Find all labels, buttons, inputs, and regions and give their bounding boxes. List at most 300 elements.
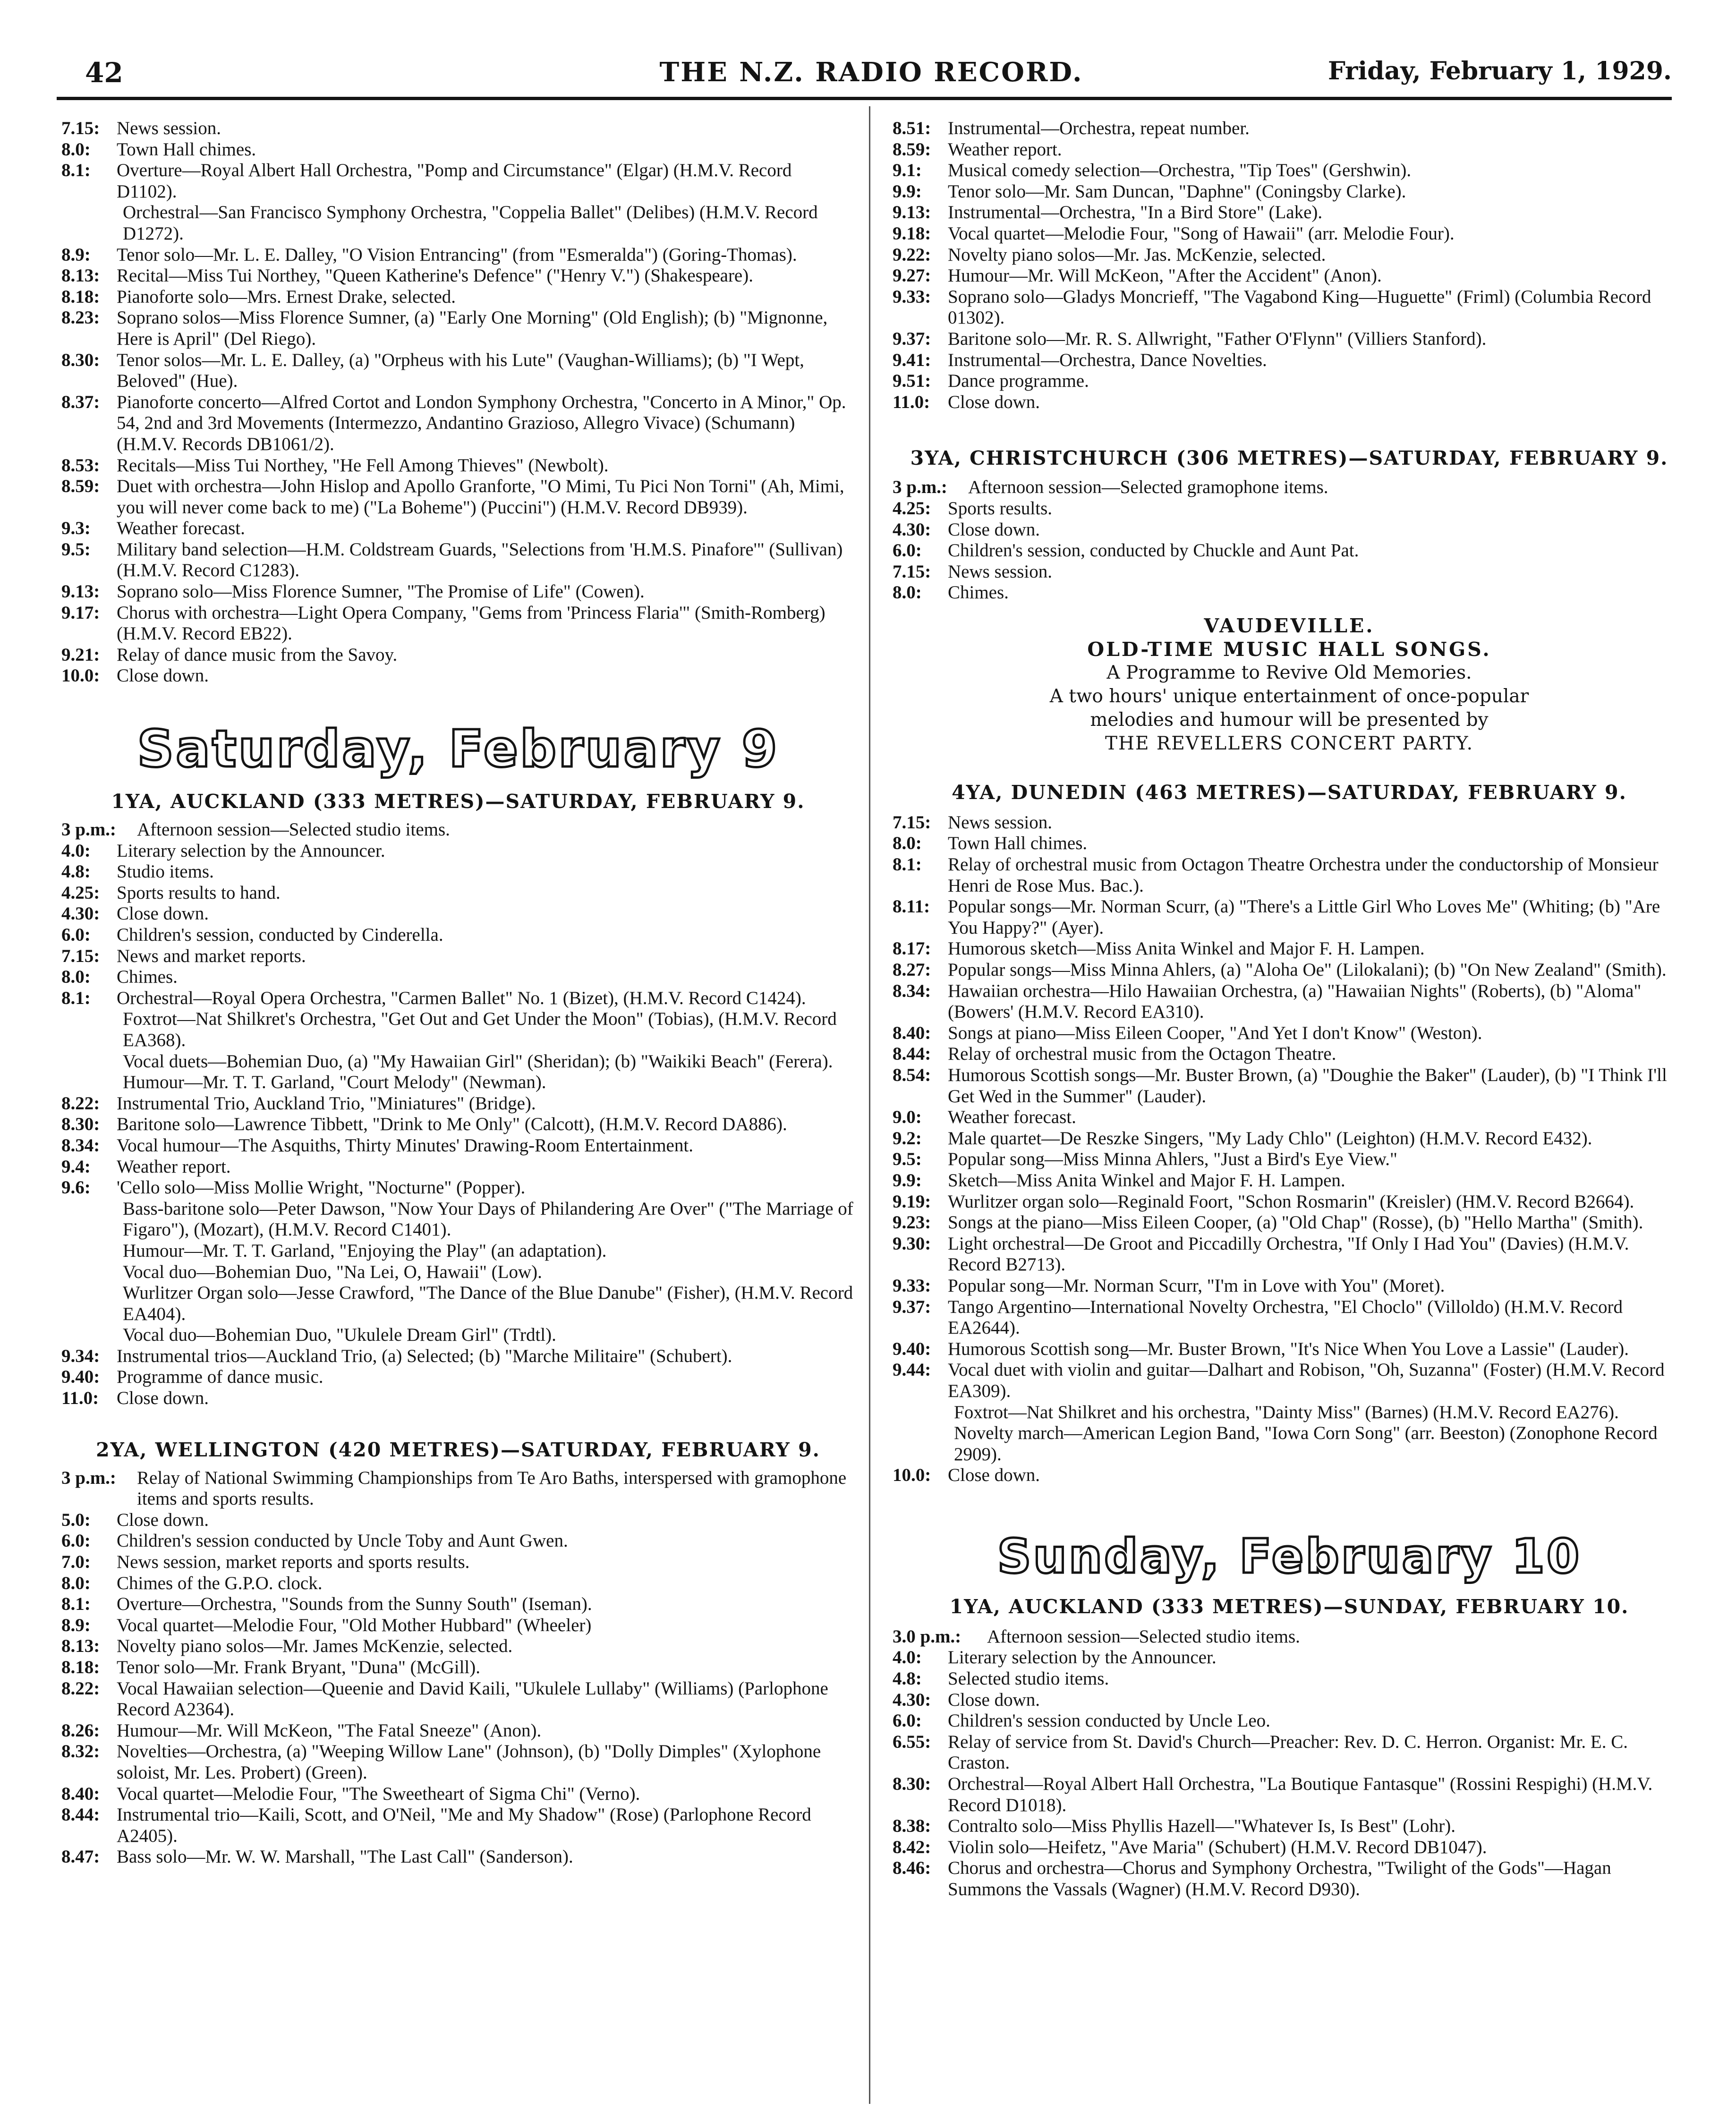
entry-text: Chimes. — [117, 967, 178, 987]
entry-text: Dance programme. — [948, 371, 1089, 391]
entry-time: 3 p.m.: — [893, 477, 947, 498]
entry-text: Relay of orchestral music from the Octagon Theatre. — [948, 1044, 1336, 1064]
entry-text: Town Hall chimes. — [948, 833, 1088, 854]
programme-entry — [893, 139, 1686, 161]
programme-entry — [61, 1157, 855, 1178]
programme-entry — [61, 287, 855, 308]
page-number: 42 — [85, 57, 123, 89]
entry-text: Instrumental—Orchestra, repeat number. — [948, 118, 1250, 138]
dunedin-saturday-heading: 4YA, DUNEDIN (463 METRES)—SATURDAY, FEBRUARY 9. — [952, 781, 1627, 804]
entry-time: 4.25: — [893, 498, 931, 519]
vaudeville-notice — [893, 614, 1686, 756]
programme-entry — [893, 896, 1686, 938]
programme-entry — [61, 841, 855, 862]
entry-time: 4.30: — [893, 519, 931, 540]
programme-entry — [893, 582, 1686, 604]
programme-entry — [61, 1346, 855, 1367]
programme-entry — [893, 160, 1686, 181]
entry-text: Hawaiian orchestra—Hilo Hawaiian Orchestra, (a) "Hawaiian Nights" (Roberts), (b) "Aloma" (Bowers' (H.M.V. Record EA310). — [948, 980, 1642, 1022]
entry-time: 8.9: — [61, 1615, 91, 1635]
previous-programme-continued — [61, 118, 855, 687]
header-rule — [57, 97, 1672, 100]
entry-time: 8.9: — [61, 244, 91, 265]
vaudeville-performers: THE REVELLERS CONCERT PARTY. — [1105, 732, 1474, 754]
entry-time: 9.44: — [893, 1360, 931, 1380]
programme-entry — [61, 1135, 855, 1157]
programme-entry — [893, 1732, 1686, 1774]
entry-text: Male quartet—De Reszke Singers, "My Lady Chlo" (Leighton) (H.M.V. Record E432). — [948, 1128, 1592, 1149]
entry-text: Children's session, conducted by Chuckle and Aunt Pat. — [948, 540, 1359, 561]
programme-subitem: Novelty march—American Legion Band, "Iowa Corn Song" (arr. Beeston) (Zonophone Record 2909). — [954, 1423, 1658, 1464]
entry-time: 6.0: — [893, 1711, 922, 1731]
entry-time: 8.13: — [61, 1636, 100, 1657]
issue-date: Friday, February 1, 1929. — [1328, 57, 1672, 85]
entry-time: 9.37: — [893, 1296, 931, 1317]
entry-time: 9.17: — [61, 602, 100, 623]
programme-entry — [61, 603, 855, 645]
entry-text: Vocal humour—The Asquiths, Thirty Minutes' Drawing-Room Entertainment. — [117, 1135, 693, 1156]
entry-time: 8.13: — [61, 265, 100, 286]
programme-entry — [893, 519, 1686, 541]
entry-time: 8.1: — [893, 854, 922, 875]
programme-entry — [893, 981, 1686, 1023]
entry-text: Close down. — [117, 1509, 209, 1530]
wellington-saturday-programme — [61, 1468, 855, 1868]
entry-time: 8.1: — [61, 987, 91, 1008]
entry-text: News session. — [117, 118, 221, 138]
programme-entry — [893, 1297, 1686, 1339]
vaudeville-line: melodies and humour will be presented by — [1090, 709, 1489, 731]
programme-entry — [61, 265, 855, 287]
entry-text: Close down. — [948, 1465, 1040, 1486]
entry-text: Close down. — [948, 391, 1040, 412]
entry-time: 8.59: — [893, 139, 931, 160]
entry-text: Chimes of the G.P.O. clock. — [117, 1573, 323, 1593]
entry-time: 8.18: — [61, 286, 100, 307]
programme-entry — [893, 1690, 1686, 1711]
programme-entry — [893, 1107, 1686, 1128]
entry-text: Musical comedy selection—Orchestra, "Tip Toes" (Gershwin). — [948, 160, 1412, 181]
left-column — [61, 118, 855, 1868]
programme-subitem: Humour—Mr. T. T. Garland, "Enjoying the Play" (an adaptation). — [123, 1240, 607, 1261]
entry-time: 7.15: — [893, 812, 931, 833]
programme-entry — [893, 287, 1686, 329]
entry-text: Close down. — [117, 1388, 209, 1409]
entry-time: 9.40: — [893, 1338, 931, 1359]
entry-text: Literary selection by the Announcer. — [948, 1647, 1217, 1668]
entry-text: Songs at the piano—Miss Eileen Cooper, (a) "Old Chap" (Rosse), (b) "Hello Martha" (Smith). — [948, 1212, 1643, 1233]
entry-time: 4.30: — [61, 903, 100, 924]
right-column — [893, 118, 1686, 1900]
entry-time: 9.9: — [893, 1170, 922, 1191]
entry-time: 9.51: — [893, 371, 931, 391]
entry-time: 9.3: — [61, 518, 91, 539]
entry-text: Vocal Hawaiian selection—Queenie and David Kaili, "Ukulele Lullaby" (Williams) (Parlophone Record A2364). — [117, 1678, 828, 1720]
entry-time: 8.30: — [893, 1774, 931, 1795]
entry-time: 8.11: — [893, 896, 930, 917]
dunedin-saturday-programme — [893, 812, 1686, 1486]
entry-time: 9.33: — [893, 286, 931, 307]
entry-time: 8.1: — [61, 160, 91, 181]
entry-time: 6.0: — [893, 540, 922, 561]
programme-entry — [893, 812, 1686, 834]
programme-entry — [893, 1858, 1686, 1900]
entry-text: Soprano solo—Gladys Moncrieff, "The Vagabond King—Huguette" (Friml) (Columbia Record 01302). — [948, 286, 1651, 328]
entry-time: 9.19: — [893, 1191, 931, 1212]
entry-text: Town Hall chimes. — [117, 139, 256, 160]
entry-text: Studio items. — [117, 861, 214, 882]
entry-time: 8.0: — [893, 582, 922, 603]
entry-text: Wurlitzer organ solo—Reginald Foort, "Schon Rosmarin" (Kreisler) (HM.V. Record B2664). — [948, 1191, 1634, 1212]
entry-time: 9.13: — [61, 581, 100, 602]
entry-text: Pianoforte solo—Mrs. Ernest Drake, selected. — [117, 286, 456, 307]
entry-time: 8.17: — [893, 938, 931, 959]
entry-time: 9.13: — [893, 202, 931, 223]
entry-text: Children's session conducted by Uncle Leo. — [948, 1711, 1270, 1731]
programme-entry — [893, 854, 1686, 896]
entry-time: 8.18: — [61, 1657, 100, 1677]
auckland-sunday-programme — [893, 1626, 1686, 1900]
programme-entry — [61, 1114, 855, 1135]
programme-entry — [61, 903, 855, 925]
entry-time: 9.2: — [893, 1128, 922, 1149]
entry-time: 8.22: — [61, 1093, 100, 1114]
entry-time: 5.0: — [61, 1509, 91, 1530]
wellington-saturday-continued — [893, 118, 1686, 413]
programme-entry — [61, 1468, 855, 1510]
entry-text: Humorous Scottish songs—Mr. Buster Brown, (a) "Doughie the Baker" (Lauder), (b) "I Think I'll Get Wed in the Summer" (Lauder). — [948, 1065, 1667, 1106]
programme-entry — [61, 925, 855, 946]
programme-entry — [61, 1784, 855, 1805]
programme-entry — [61, 139, 855, 161]
programme-entry — [61, 1615, 855, 1636]
entry-text: Weather forecast. — [117, 518, 245, 539]
programme-entry — [893, 562, 1686, 583]
programme-subitem: Vocal duo—Bohemian Duo, "Na Lei, O, Hawaii" (Low). — [123, 1261, 542, 1282]
programme-entry — [893, 223, 1686, 245]
vaudeville-title: VAUDEVILLE. — [1204, 614, 1375, 637]
entry-text: Humour—Mr. Will McKeon, "The Fatal Sneeze" (Anon). — [117, 1720, 542, 1741]
entry-time: 9.1: — [893, 160, 922, 181]
entry-time: 9.18: — [893, 223, 931, 244]
entry-time: 9.27: — [893, 265, 931, 286]
programme-entry — [61, 1804, 855, 1847]
programme-entry — [61, 1573, 855, 1594]
programme-entry — [893, 1276, 1686, 1297]
programme-entry — [893, 938, 1686, 960]
entry-time: 9.34: — [61, 1345, 100, 1366]
entry-time: 8.30: — [61, 1114, 100, 1135]
programme-entry — [61, 1657, 855, 1678]
entry-text: Tenor solo—Mr. Frank Bryant, "Duna" (McGill). — [117, 1657, 481, 1677]
entry-text: Tango Argentino—International Novelty Orchestra, "El Choclo" (Villoldo) (H.M.V. Record EA2644). — [948, 1296, 1623, 1338]
programme-entry — [61, 581, 855, 603]
programme-entry — [893, 1339, 1686, 1360]
entry-text: Recital—Miss Tui Northey, "Queen Katherine's Defence" ("Henry V.") (Shakespeare). — [117, 265, 753, 286]
entry-text: Afternoon session—Selected studio items. — [987, 1626, 1300, 1647]
entry-text: Duet with orchestra—John Hislop and Apollo Granforte, "O Mimi, Tu Pici Non Torni" (Ah, Mimi, you will never come back to me) ("La Boheme") (Puccini") (H.M.V. Record DB939). — [117, 476, 844, 518]
entry-time: 8.26: — [61, 1720, 100, 1741]
entry-text: Recitals—Miss Tui Northey, "He Fell Among Thieves" (Newbolt). — [117, 455, 609, 476]
entry-time: 8.34: — [893, 980, 931, 1001]
entry-time: 9.9: — [893, 181, 922, 202]
programme-entry — [893, 477, 1686, 498]
entry-text: Programme of dance music. — [117, 1367, 323, 1387]
entry-text: Instrumental—Orchestra, "In a Bird Store" (Lake). — [948, 202, 1323, 223]
entry-time: 9.23: — [893, 1212, 931, 1233]
entry-text: Close down. — [948, 519, 1040, 540]
entry-time: 7.0: — [61, 1552, 91, 1573]
programme-entry — [893, 1191, 1686, 1213]
entry-text: Afternoon session—Selected gramophone items. — [968, 477, 1328, 498]
programme-entry — [61, 967, 855, 988]
programme-entry — [61, 518, 855, 539]
entry-text: Overture—Royal Albert Hall Orchestra, "Pomp and Circumstance" (Elgar) (H.M.V. Record D1102). — [117, 160, 792, 202]
programme-entry — [61, 392, 855, 455]
programme-entry — [893, 265, 1686, 287]
programme-subitem: Wurlitzer Organ solo—Jesse Crawford, "The Dance of the Blue Danube" (Fisher), (H.M.V. Record EA404). — [123, 1283, 853, 1324]
entry-text: Light orchestral—De Groot and Piccadilly Orchestra, "If Only I Had You" (Davies) (H.M.V. Record B2713). — [948, 1233, 1629, 1275]
programme-entry — [61, 645, 855, 666]
entry-text: News and market reports. — [117, 945, 306, 966]
programme-entry — [893, 371, 1686, 392]
programme-entry — [61, 1594, 855, 1615]
programme-entry — [61, 1093, 855, 1115]
programme-entry — [61, 665, 855, 687]
entry-text: Tenor solo—Mr. Sam Duncan, "Daphne" (Coningsby Clarke). — [948, 181, 1406, 202]
entry-text: Baritone solo—Lawrence Tibbett, "Drink to Me Only" (Calcott), (H.M.V. Record DA886). — [117, 1114, 787, 1135]
programme-entry — [893, 1647, 1686, 1668]
entry-text: Children's session, conducted by Cinderella. — [117, 925, 443, 945]
programme-entry — [893, 1044, 1686, 1065]
entry-text: Baritone solo—Mr. R. S. Allwright, "Father O'Flynn" (Villiers Stanford). — [948, 328, 1487, 349]
entry-time: 4.8: — [61, 861, 91, 882]
entry-text: Overture—Orchestra, "Sounds from the Sunny South" (Iseman). — [117, 1594, 592, 1615]
wellington-saturday-heading: 2YA, WELLINGTON (420 METRES)—SATURDAY, FEBRUARY 9. — [96, 1438, 820, 1461]
entry-text: Instrumental—Orchestra, Dance Novelties. — [948, 349, 1267, 370]
programme-entry — [61, 1367, 855, 1388]
entry-time: 4.0: — [893, 1647, 922, 1668]
entry-text: Chorus and orchestra—Chorus and Symphony Orchestra, "Twilight of the Gods"—Hagan Summons the Vassals (Wagner) (H.M.V. Record D930). — [948, 1858, 1611, 1899]
entry-text: Vocal quartet—Melodie Four, "The Sweetheart of Sigma Chi" (Verno). — [117, 1783, 640, 1804]
programme-entry — [61, 861, 855, 883]
entry-time: 8.40: — [61, 1783, 100, 1804]
entry-time: 7.15: — [61, 945, 100, 966]
programme-entry — [893, 1023, 1686, 1044]
entry-time: 7.15: — [61, 118, 100, 138]
christchurch-saturday-programme — [893, 477, 1686, 604]
entry-text: Popular song—Mr. Norman Scurr, "I'm in Love with You" (Moret). — [948, 1275, 1445, 1296]
entry-time: 8.37: — [61, 391, 100, 412]
entry-text: Close down. — [117, 903, 209, 924]
programme-entry — [893, 1212, 1686, 1234]
entry-text: Humorous sketch—Miss Anita Winkel and Major F. H. Lampen. — [948, 938, 1425, 959]
programme-subitem: Vocal duets—Bohemian Duo, (a) "My Hawaiian Girl" (Sheridan); (b) "Waikiki Beach" (Ferera). — [123, 1051, 833, 1072]
programme-entry — [893, 1234, 1686, 1276]
programme-entry — [893, 202, 1686, 223]
saturday-heading: Saturday, February 9 — [137, 720, 779, 779]
auckland-saturday-programme — [61, 819, 855, 1409]
programme-entry — [61, 1678, 855, 1720]
entry-time: 8.44: — [893, 1044, 931, 1064]
entry-time: 8.22: — [61, 1678, 100, 1699]
entry-text: Soprano solo—Miss Florence Sumner, "The Promise of Life" (Cowen). — [117, 581, 645, 602]
entry-text: Military band selection—H.M. Coldstream Guards, "Selections from 'H.M.S. Pinafore'" (Sullivan) (H.M.V. Record C1283). — [117, 539, 843, 581]
programme-entry — [893, 1065, 1686, 1107]
entry-text: Instrumental trio—Kaili, Scott, and O'Neil, "Me and My Shadow" (Rose) (Parlophone Record A2405). — [117, 1804, 811, 1846]
entry-text: Violin solo—Heifetz, "Ave Maria" (Schubert) (H.M.V. Record DB1047). — [948, 1837, 1487, 1857]
programme-entry — [893, 1128, 1686, 1149]
programme-entry — [61, 1177, 855, 1199]
entry-time: 6.55: — [893, 1731, 931, 1752]
entry-time: 9.5: — [893, 1149, 922, 1170]
entry-time: 8.54: — [893, 1065, 931, 1085]
programme-entry — [61, 1636, 855, 1657]
programme-subitem: Foxtrot—Nat Shilkret's Orchestra, "Get Out and Get Under the Moon" (Tobias), (H.M.V. Record EA368). — [123, 1009, 837, 1050]
entry-time: 4.25: — [61, 882, 100, 903]
entry-time: 8.0: — [61, 1573, 91, 1593]
entry-time: 4.0: — [61, 840, 91, 861]
entry-time: 9.40: — [61, 1367, 100, 1387]
entry-time: 3.0 p.m.: — [893, 1626, 962, 1647]
entry-text: Orchestral—Royal Albert Hall Orchestra, "La Boutique Fantasque" (Rossini Respighi) (H.M.V. Record D1018). — [948, 1774, 1653, 1815]
column-divider — [869, 106, 870, 2104]
programme-entry — [893, 1668, 1686, 1690]
entry-text: 'Cello solo—Miss Mollie Wright, "Nocturne" (Popper). — [117, 1177, 526, 1198]
entry-text: Orchestral—Royal Opera Orchestra, "Carmen Ballet" No. 1 (Bizet), (H.M.V. Record C1424). — [117, 987, 806, 1008]
entry-text: Tenor solos—Mr. L. E. Dalley, (a) "Orpheus with his Lute" (Vaughan-Williams); (b) "I Wept, Beloved" (Hue). — [117, 349, 804, 391]
entry-text: News session. — [948, 812, 1052, 833]
entry-time: 8.0: — [61, 139, 91, 160]
entry-time: 9.0: — [893, 1107, 922, 1128]
entry-text: Weather report. — [948, 139, 1062, 160]
programme-entry — [893, 181, 1686, 203]
entry-text: Songs at piano—Miss Eileen Cooper, "And Yet I don't Know" (Weston). — [948, 1022, 1482, 1043]
entry-text: Popular songs—Mr. Norman Scurr, (a) "There's a Little Girl Who Loves Me" (Whiting; (b) "Are You Happy?" (Ayer). — [948, 896, 1660, 938]
entry-text: News session. — [948, 561, 1052, 582]
entry-time: 8.32: — [61, 1741, 100, 1762]
entry-text: Relay of National Swimming Championships from Te Aro Baths, interspersed with gramophone items and sports results. — [137, 1467, 847, 1509]
entry-time: 7.15: — [893, 561, 931, 582]
entry-time: 3 p.m.: — [61, 1467, 116, 1488]
programme-entry — [893, 350, 1686, 371]
programme-entry — [61, 883, 855, 904]
entry-time: 8.30: — [61, 349, 100, 370]
programme-subitem: Bass-baritone solo—Peter Dawson, "Now Your Days of Philandering Are Over" ("The Marriage of Figaro"), (Mozart), (H.M.V. Record C1401). — [123, 1198, 853, 1240]
entry-text: Tenor solo—Mr. L. E. Dalley, "O Vision Entrancing" (from "Esmeralda") (Goring-Thomas). — [117, 244, 797, 265]
entry-text: Novelty piano solos—Mr. Jas. McKenzie, selected. — [948, 244, 1326, 265]
masthead-title: THE N.Z. RADIO RECORD. — [659, 57, 1083, 88]
entry-time: 9.41: — [893, 349, 931, 370]
entry-text: Humour—Mr. Will McKeon, "After the Accident" (Anon). — [948, 265, 1382, 286]
entry-text: Contralto solo—Miss Phyllis Hazell—"Whatever Is, Is Best" (Lohr). — [948, 1816, 1455, 1837]
vaudeville-line: A two hours' unique entertainment of once-popular — [1049, 685, 1529, 707]
entry-time: 9.33: — [893, 1275, 931, 1296]
entry-time: 9.6: — [61, 1177, 91, 1198]
programme-entry — [893, 1170, 1686, 1191]
vaudeville-line: A Programme to Revive Old Memories. — [1106, 662, 1472, 683]
programme-entry — [893, 1465, 1686, 1486]
entry-time: 8.46: — [893, 1858, 931, 1879]
entry-time: 8.47: — [61, 1847, 100, 1867]
entry-text: Vocal quartet—Melodie Four, "Song of Hawaii" (arr. Melodie Four). — [948, 223, 1455, 244]
vaudeville-subtitle: OLD-TIME MUSIC HALL SONGS. — [1087, 638, 1491, 661]
entry-time: 6.0: — [61, 925, 91, 945]
entry-time: 8.53: — [61, 455, 100, 476]
entry-text: Relay of service from St. David's Church—Preacher: Rev. D. C. Herron. Organist: Mr. E. C. Craston. — [948, 1731, 1628, 1773]
entry-text: Relay of dance music from the Savoy. — [117, 644, 398, 665]
entry-time: 10.0: — [61, 665, 100, 686]
entry-text: Vocal duet with violin and guitar—Dalhart and Robison, "Oh, Suzanna" (Foster) (H.M.V. Record EA309). — [948, 1360, 1665, 1401]
entry-text: Humorous Scottish song—Mr. Buster Brown, "It's Nice When You Love a Lassie" (Lauder). — [948, 1338, 1629, 1359]
programme-entry — [893, 1149, 1686, 1170]
programme-entry — [61, 946, 855, 967]
entry-time: 9.5: — [61, 539, 91, 560]
entry-text: Chimes. — [948, 582, 1009, 603]
entry-text: Bass solo—Mr. W. W. Marshall, "The Last Call" (Sanderson). — [117, 1847, 573, 1867]
programme-entry — [61, 988, 855, 1009]
programme-entry — [893, 329, 1686, 350]
entry-time: 8.51: — [893, 118, 931, 138]
entry-text: Literary selection by the Announcer. — [117, 840, 385, 861]
entry-text: Soprano solos—Miss Florence Sumner, (a) "Early One Morning" (Old English); (b) "Mignonne, Here is April" (Del Riego). — [117, 307, 828, 349]
entry-text: Novelty piano solos—Mr. James McKenzie, selected. — [117, 1636, 513, 1657]
programme-entry — [61, 307, 855, 349]
entry-time: 8.38: — [893, 1816, 931, 1837]
entry-text: Sketch—Miss Anita Winkel and Major F. H. Lampen. — [948, 1170, 1345, 1191]
entry-text: Instrumental Trio, Auckland Trio, "Miniatures" (Bridge). — [117, 1093, 536, 1114]
entry-time: 3 p.m.: — [61, 819, 116, 840]
page-header — [71, 57, 1672, 90]
programme-subitem: Vocal duo—Bohemian Duo, "Ukulele Dream Girl" (Trdtl). — [123, 1325, 556, 1345]
entry-time: 8.27: — [893, 960, 931, 980]
programme-entry — [61, 455, 855, 477]
entry-text: Vocal quartet—Melodie Four, "Old Mother Hubbard" (Wheeler) — [117, 1615, 592, 1635]
auckland-saturday-heading: 1YA, AUCKLAND (333 METRES)—SATURDAY, FEBRUARY 9. — [111, 790, 805, 813]
entry-time: 8.42: — [893, 1837, 931, 1857]
entry-time: 4.30: — [893, 1689, 931, 1710]
entry-time: 8.44: — [61, 1804, 100, 1825]
programme-entry — [61, 160, 855, 202]
programme-entry — [893, 1626, 1686, 1648]
entry-time: 8.0: — [61, 967, 91, 987]
programme-entry — [893, 392, 1686, 413]
entry-time: 8.23: — [61, 307, 100, 328]
programme-entry — [61, 350, 855, 392]
entry-time: 8.1: — [61, 1594, 91, 1615]
programme-entry — [61, 245, 855, 266]
programme-entry — [61, 476, 855, 518]
entry-time: 11.0: — [893, 391, 930, 412]
entry-text: News session, market reports and sports results. — [117, 1552, 470, 1573]
programme-entry — [61, 819, 855, 841]
entry-time: 8.40: — [893, 1022, 931, 1043]
entry-text: Pianoforte concerto—Alfred Cortot and London Symphony Orchestra, "Concerto in A Minor," Op. 54, 2nd and 3rd Movements (Intermezzo, Andantino Grazioso, Allegro Vivace) (Schumann) (H.M.V. Records DB1061/2). — [117, 391, 846, 454]
entry-text: Children's session conducted by Uncle Toby and Aunt Gwen. — [117, 1531, 568, 1551]
programme-entry — [893, 1711, 1686, 1732]
entry-time: 8.34: — [61, 1135, 100, 1156]
programme-entry — [893, 1816, 1686, 1837]
entry-text: Sports results. — [948, 498, 1053, 519]
entry-time: 4.8: — [893, 1668, 922, 1689]
entry-text: Selected studio items. — [948, 1668, 1109, 1689]
programme-entry — [893, 833, 1686, 854]
entry-time: 10.0: — [893, 1465, 931, 1486]
programme-entry — [893, 118, 1686, 139]
entry-text: Weather report. — [117, 1156, 231, 1177]
entry-text: Popular songs—Miss Minna Ahlers, (a) "Aloha Oe" (Lilokalani); (b) "On New Zealand" (Smith). — [948, 960, 1667, 980]
entry-text: Chorus with orchestra—Light Opera Company, "Gems from 'Princess Flaria'" (Smith-Romberg) (H.M.V. Record EB22). — [117, 602, 825, 644]
